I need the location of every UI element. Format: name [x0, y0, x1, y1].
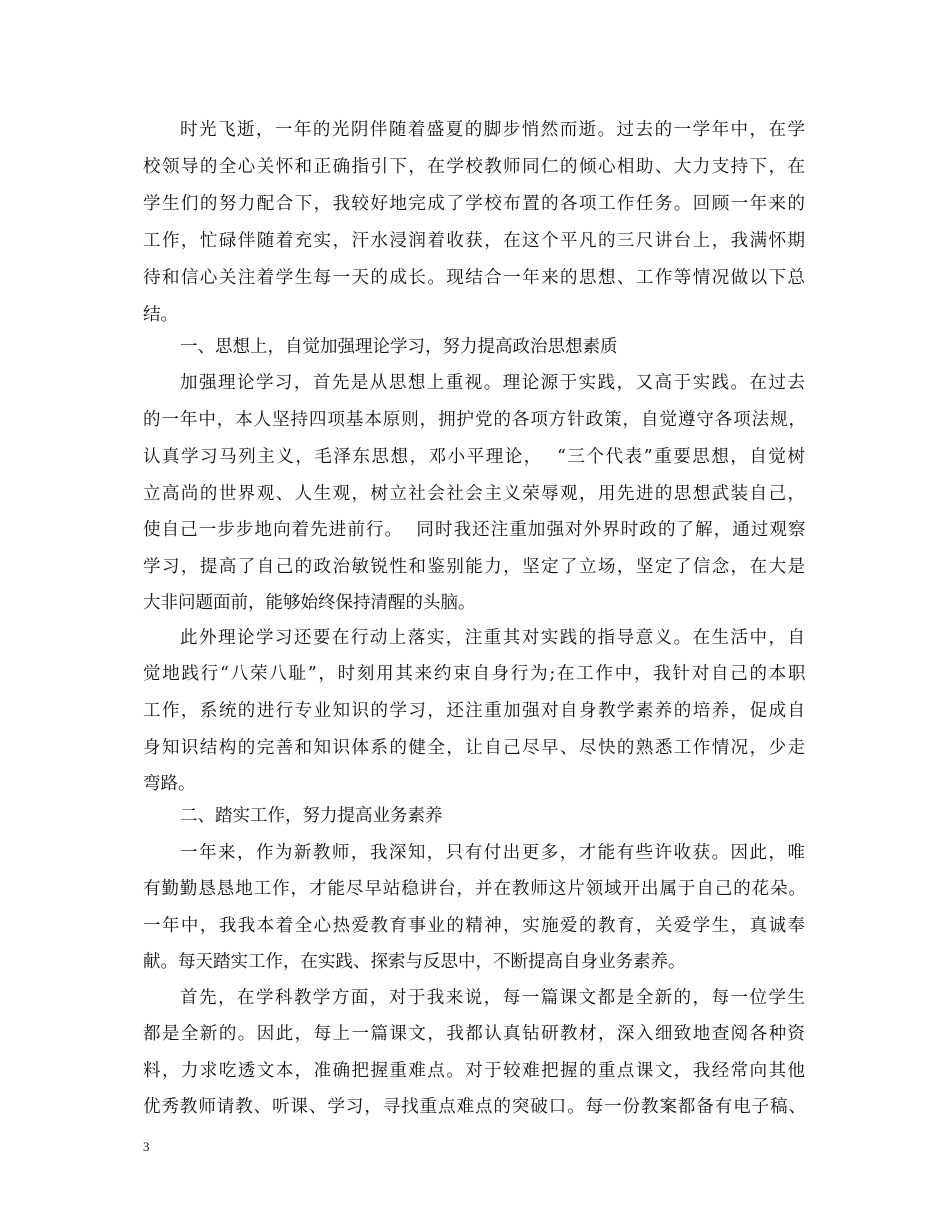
text-line: 工作，忙碌伴随着充实，汗水浸润着收获，在这个平凡的三尺讲台上，我满怀期	[143, 231, 807, 251]
text-line: 有勤勤恳恳地工作，才能尽早站稳讲台，并在教师这片领域开出属于自己的花朵。	[143, 879, 807, 899]
text-line: 认真学习马列主义，毛泽东思想，邓小平理论， “三个代表”重要思想，自觉树	[143, 447, 807, 467]
page-number: 3	[143, 1139, 150, 1154]
text-line: 立高尚的世界观、人生观，树立社会社会主义荣辱观，用先进的思想武装自己，	[143, 484, 807, 504]
text-line: 学习，提高了自己的政治敏锐性和鉴别能力，坚定了立场，坚定了信念，在大是	[143, 557, 807, 577]
text-line: 身知识结构的完善和知识体系的健全，让自己尽早、尽快的熟悉工作情况，少走	[143, 738, 807, 758]
text-line: 加强理论学习，首先是从思想上重视。理论源于实践，又高于实践。在过去	[180, 373, 807, 393]
text-line: 时光飞逝，一年的光阴伴随着盛夏的脚步悄然而逝。过去的一学年中，在学	[180, 120, 807, 140]
text-line: 的一年中，本人坚持四项基本原则，拥护党的各项方针政策，自觉遵守各项法规，	[143, 410, 807, 430]
text-line: 一年中，我我本着全心热爱教育事业的精神，实施爱的教育，关爱学生，真诚奉	[143, 916, 807, 936]
section-heading: 一、思想上，自觉加强理论学习，努力提高政治思想素质	[180, 337, 618, 357]
text-line: 一年来，作为新教师，我深知，只有付出更多，才能有些许收获。因此，唯	[180, 843, 807, 863]
text-line: 大非问题面前，能够始终保持清醒的头脑。	[143, 593, 476, 613]
text-line: 结。	[143, 305, 178, 325]
text-line: 觉地践行“八荣八耻”，时刻用其来约束自身行为;在工作中，我针对自己的本职	[143, 664, 808, 684]
section-heading: 二、踏实工作，努力提高业务素养	[180, 806, 443, 826]
text-line: 弯路。	[143, 774, 196, 794]
text-line: 学生们的努力配合下，我较好地完成了学校布置的各项工作任务。回顾一年来的	[143, 194, 807, 214]
text-line: 工作，系统的进行专业知识的学习，还注重加强对自身教学素养的培养，促成自	[143, 701, 807, 721]
text-line: 使自己一步步地向着先进前行。 同时我还注重加强对外界时政的了解，通过观察	[143, 520, 807, 540]
text-line: 此外理论学习还要在行动上落实，注重其对实践的指导意义。在生活中，自	[180, 628, 807, 648]
text-line: 献。每天踏实工作，在实践、探索与反思中，不断提高自身业务素养。	[143, 952, 686, 972]
text-line: 校领导的全心关怀和正确指引下，在学校教师同仁的倾心相助、大力支持下，在	[143, 157, 807, 177]
text-line: 都是全新的。因此，每上一篇课文，我都认真钻研教材，深入细致地查阅各种资	[143, 1024, 807, 1044]
text-line: 待和信心关注着学生每一天的成长。现结合一年来的思想、工作等情况做以下总	[143, 268, 807, 288]
text-line: 首先，在学科教学方面，对于我来说，每一篇课文都是全新的，每一位学生	[180, 988, 807, 1008]
text-line: 料，力求吃透文本，准确把握重难点。对于较难把握的重点课文，我经常向其他	[143, 1061, 807, 1081]
text-line: 优秀教师请教、听课、学习，寻找重点难点的突破口。每一份教案都备有电子稿、	[143, 1097, 807, 1117]
